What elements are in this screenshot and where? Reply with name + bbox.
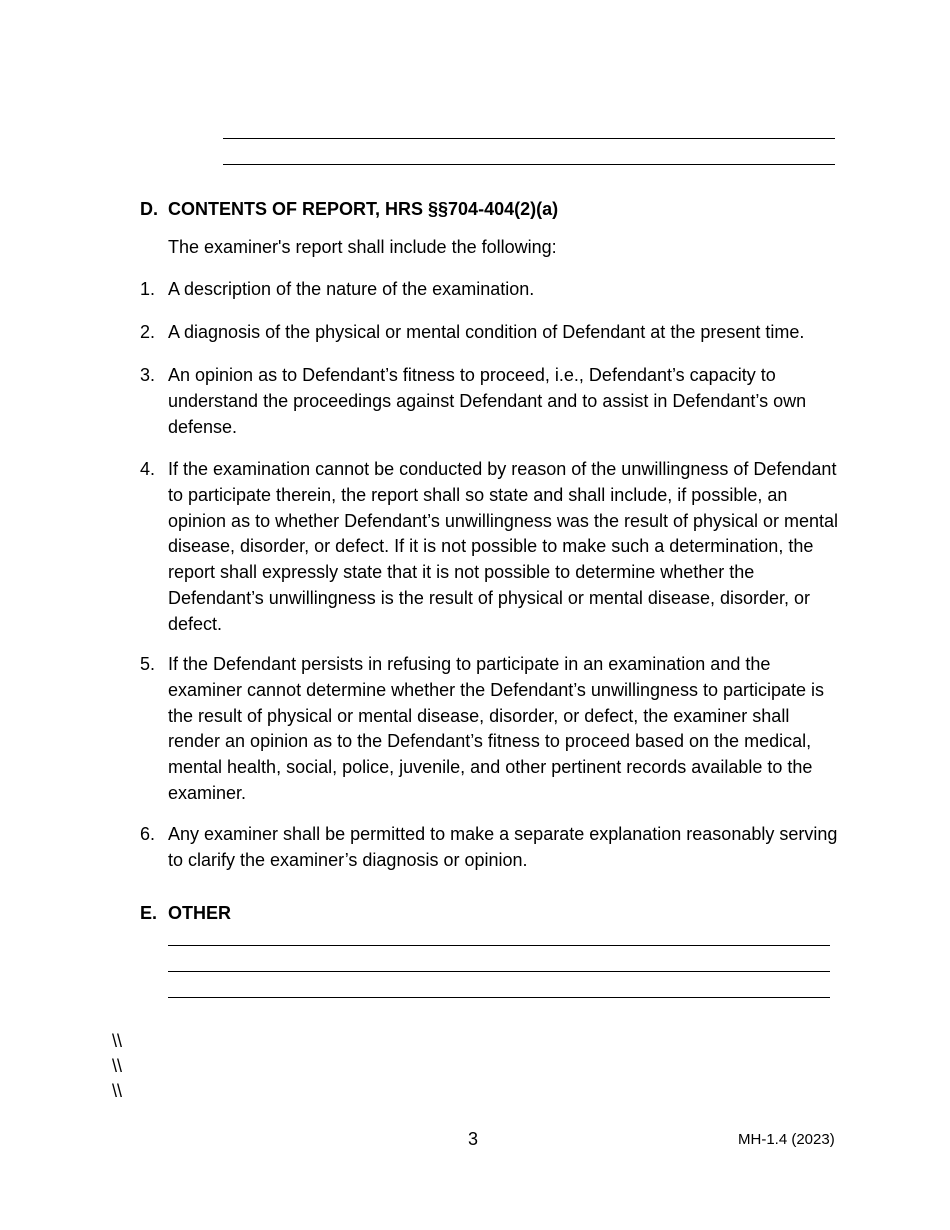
list-item-6	[140, 822, 845, 874]
list-item-3	[140, 363, 845, 440]
blank-line-other-2	[168, 971, 830, 972]
list-item-number: 1.	[140, 279, 156, 299]
section-d-title: CONTENTS OF REPORT, HRS §§704-404(2)(a)	[168, 199, 559, 219]
section-d-intro: The examiner's report shall include the following:	[168, 237, 557, 257]
slash-marker: \\	[112, 1081, 123, 1101]
list-item-4	[140, 457, 845, 638]
list-item-text: If the examination cannot be conducted by reason of the unwillingness of Defendant to participate therein, the report shall so state and shall include, if possible, an opinion as to whether Defendant’s unwillingness was the result of physical or mental disease, disorder, or defect. If it is not possible to make such a determination, the report shall expressly state that it is not possible to determine whether the Defendant’s unwillingness is the result of physical or mental disease, disorder, or defect.	[168, 459, 839, 634]
page-number: 3	[468, 1129, 479, 1149]
list-item-number: 6.	[140, 824, 156, 844]
list-item-text: A diagnosis of the physical or mental condition of Defendant at the present time.	[168, 322, 805, 342]
list-item-text: Any examiner shall be permitted to make a separate explanation reasonably serving to clarify the examiner’s diagnosis or opinion.	[168, 824, 838, 870]
section-d-letter: D.	[140, 199, 158, 219]
blank-line-other-1	[168, 945, 830, 946]
section-e-title: OTHER	[168, 903, 231, 923]
blank-line-other-3	[168, 997, 830, 998]
slash-marker: \\	[112, 1056, 123, 1076]
list-item-text: An opinion as to Defendant’s fitness to proceed, i.e., Defendant’s capacity to understand the proceedings against Defendant and to assist in Defendant’s own defense.	[168, 365, 807, 437]
list-item-number: 3.	[140, 365, 156, 385]
section-e-heading	[140, 902, 231, 924]
list-item-number: 2.	[140, 322, 156, 342]
section-d-heading	[140, 198, 558, 220]
form-code: MH-1.4 (2023)	[738, 1131, 835, 1148]
list-item-1	[140, 277, 845, 303]
list-item-2	[140, 320, 845, 346]
blank-line-top-1	[223, 138, 835, 139]
list-item-number: 4.	[140, 459, 156, 479]
list-item-text: A description of the nature of the examination.	[168, 279, 535, 299]
list-item-text: If the Defendant persists in refusing to participate in an examination and the examiner cannot determine whether the Defendant’s unwillingness to participate is the result of physical or mental disease, disorder, or defect, the examiner shall render an opinion as to the Defendant’s fitness to proceed based on the medical, mental health, social, police, juvenile, and other pertinent records available to the examiner.	[168, 654, 825, 803]
section-e-letter: E.	[140, 903, 158, 923]
slash-marker: \\	[112, 1031, 123, 1051]
list-item-5	[140, 652, 845, 807]
blank-line-top-2	[223, 164, 835, 165]
list-item-number: 5.	[140, 654, 156, 674]
